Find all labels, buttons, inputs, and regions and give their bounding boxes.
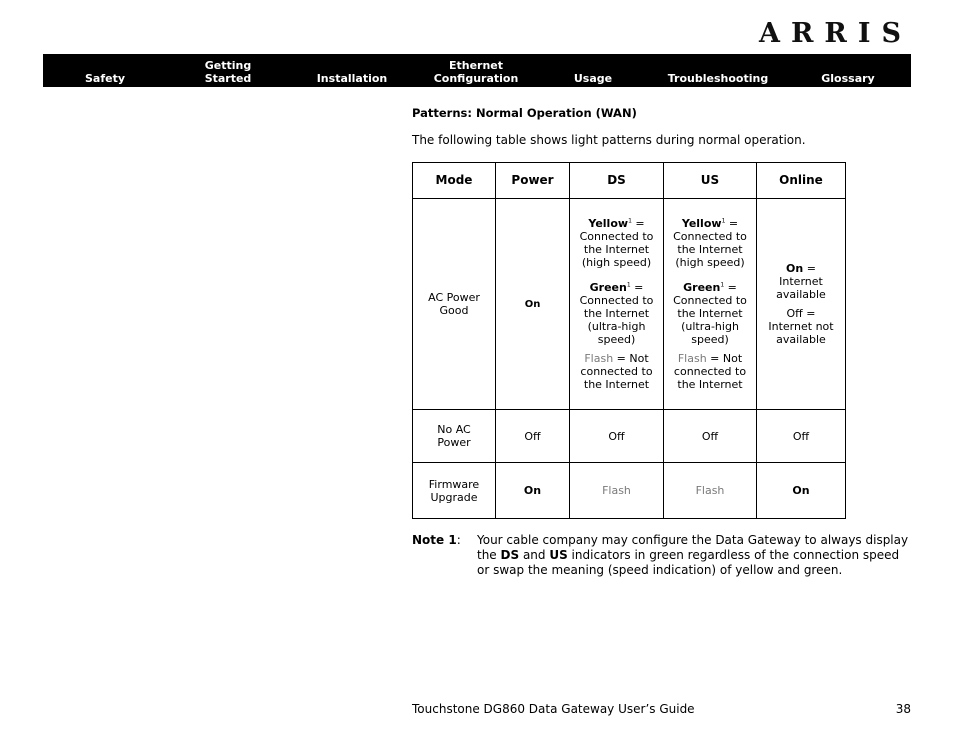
ds-flash-label: Flash (584, 352, 614, 365)
footnote-and: and (519, 548, 550, 562)
cell-us (664, 199, 757, 410)
ds-yellow-text-2: the Internet (583, 243, 650, 256)
footnote-ds: DS (500, 548, 520, 562)
nav-glossary-line2: Glossary (821, 72, 875, 85)
nav-usage[interactable] (563, 56, 623, 85)
footnote-us: US (549, 548, 568, 562)
light-patterns-table (412, 162, 846, 519)
cell-mode (413, 199, 496, 410)
us-flash-heading (668, 352, 752, 365)
online-off-text-1: Internet not (768, 320, 834, 333)
header-ds: DS (570, 163, 664, 199)
nav-usage-line2: Usage (573, 72, 613, 85)
us-yellow-text-3: (high speed) (675, 256, 745, 269)
us-green-sup: 1 (720, 281, 725, 289)
mode-line1: No AC (437, 423, 471, 436)
us-green-text-1: Connected to (673, 294, 747, 307)
ds-green-text-1: Connected to (579, 294, 654, 307)
online-on-text-2: available (776, 288, 826, 301)
online-off-heading: Off = (786, 307, 816, 320)
us-green-text-3: (ultra-high (681, 320, 739, 333)
us-flash-text-2: the Internet (677, 378, 743, 391)
ds-green-eq: = (630, 281, 644, 294)
nav-troubleshooting[interactable] (658, 56, 778, 85)
online-off-text-2: available (776, 333, 826, 346)
header-us: US (664, 163, 757, 199)
us-green-eq: = (724, 281, 737, 294)
cell-online: On (757, 463, 846, 519)
cell-power: On (496, 463, 570, 519)
ds-green-text-2: the Internet (583, 307, 650, 320)
cell-mode (413, 410, 496, 463)
us-flash-label: Flash (677, 352, 707, 365)
table-row (413, 410, 846, 463)
footer-page-number: 38 (895, 702, 911, 716)
us-yellow-sup: 1 (721, 217, 726, 225)
us-flash-text-1: connected to (673, 365, 747, 378)
mode-line2: Good (439, 304, 469, 317)
online-on-eq: = (803, 262, 816, 275)
cell-online (757, 199, 846, 410)
us-green-heading (668, 281, 752, 294)
footnote-label (412, 533, 461, 548)
us-yellow-text-1: Connected to (673, 230, 747, 243)
ds-yellow-eq: = (631, 217, 645, 230)
cell-power: Off (496, 410, 570, 463)
ds-yellow-heading (574, 217, 659, 230)
cell-ds (570, 199, 664, 410)
us-yellow-text-2: the Internet (677, 243, 743, 256)
cell-us: Off (664, 410, 757, 463)
nav-ethernet-configuration-line1: Ethernet (448, 59, 504, 72)
intro-text: The following table shows light patterns during normal operation. (412, 133, 806, 147)
nav-installation[interactable] (307, 56, 397, 85)
cell-online: Off (757, 410, 846, 463)
ds-yellow-sup: 1 (628, 217, 632, 225)
table-row (413, 463, 846, 519)
nav-getting-started-line1: Getting (204, 59, 252, 72)
nav-getting-started-line2: Started (204, 72, 252, 85)
cell-mode (413, 463, 496, 519)
ds-flash-text-2: the Internet (583, 378, 650, 391)
arris-logo: ARRIS (759, 18, 912, 49)
ds-flash-text-1: connected to (580, 365, 653, 378)
online-on-text-1: Internet (779, 275, 823, 288)
ds-yellow-text-3: (high speed) (581, 256, 652, 269)
nav-glossary[interactable] (813, 56, 883, 85)
footnote-text-part2: indicators in green regardless of the connection speed or swap the meaning (speed indication) of yellow and green. (477, 548, 900, 577)
cell-power (496, 199, 570, 410)
mode-line2: Power (437, 436, 471, 449)
cell-us: Flash (664, 463, 757, 519)
mode-line1: AC Power (428, 291, 480, 304)
ds-green-sup: 1 (626, 281, 631, 289)
ds-green-heading (574, 281, 659, 294)
mode-line1: Firmware (428, 477, 480, 491)
nav-safety[interactable] (75, 56, 135, 85)
footnote-text (477, 533, 913, 578)
nav-installation-line2: Installation (316, 72, 388, 85)
top-nav-bar (43, 54, 911, 87)
nav-troubleshooting-line2: Troubleshooting (667, 72, 769, 85)
ds-yellow-text-1: Connected to (579, 230, 654, 243)
section-title: Patterns: Normal Operation (WAN) (412, 106, 637, 120)
table-row (413, 199, 846, 410)
cell-ds: Off (570, 410, 664, 463)
us-yellow-eq: = (725, 217, 739, 230)
nav-safety-line2: Safety (84, 72, 126, 85)
mode-line2: Upgrade (430, 490, 478, 504)
us-yellow-heading (668, 217, 752, 230)
us-green-text-2: the Internet (677, 307, 743, 320)
nav-ethernet-configuration-line2: Configuration (433, 72, 519, 85)
header-online: Online (757, 163, 846, 199)
online-on-label: On (786, 262, 804, 275)
ds-flash-eq: = Not (613, 352, 649, 365)
footnote-label-text: Note 1 (412, 533, 457, 547)
footer-document-title: Touchstone DG860 Data Gateway User’s Guide (412, 702, 695, 716)
nav-getting-started[interactable] (188, 56, 268, 85)
us-flash-eq: = Not (706, 352, 743, 365)
nav-ethernet-configuration[interactable] (426, 56, 526, 85)
ds-green-label: Green (589, 281, 627, 294)
us-green-text-4: speed) (691, 333, 729, 346)
ds-green-text-3: (ultra-high (587, 320, 646, 333)
power-value: On (524, 299, 541, 310)
footnote-text-part1: Your cable company may configure the Data Gateway to always display the (477, 533, 909, 562)
header-mode: Mode (413, 163, 496, 199)
table-header-row (413, 163, 846, 199)
cell-ds: Flash (570, 463, 664, 519)
header-power: Power (496, 163, 570, 199)
ds-flash-heading (574, 352, 659, 365)
us-yellow-label: Yellow (681, 217, 722, 230)
us-green-label: Green (683, 281, 721, 294)
ds-yellow-label: Yellow (588, 217, 629, 230)
footnote-colon: : (456, 533, 461, 547)
online-on-heading (761, 262, 841, 275)
ds-green-text-4: speed) (597, 333, 636, 346)
